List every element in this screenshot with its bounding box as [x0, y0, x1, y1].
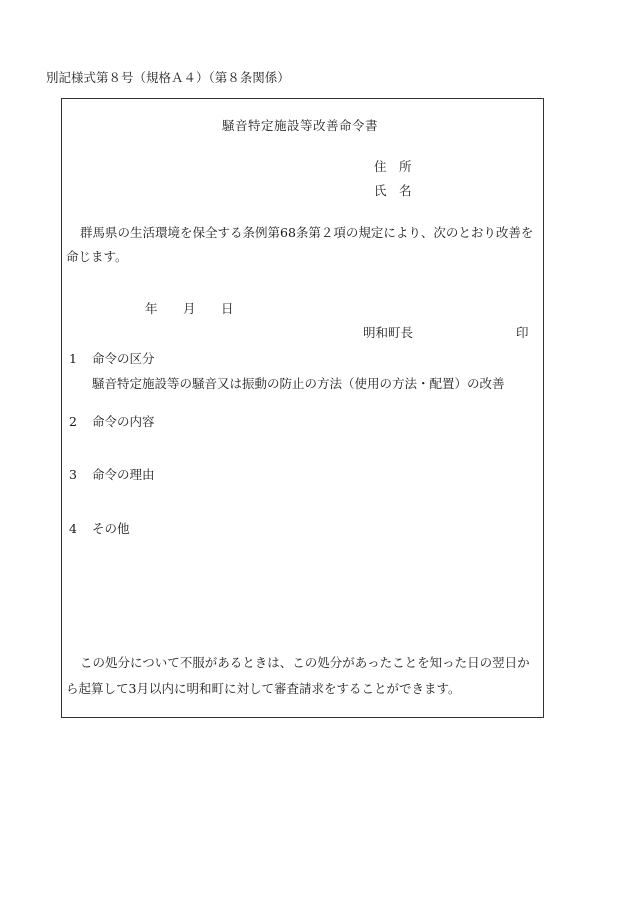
date-year-label: 年 [145, 301, 158, 316]
issuer-seal: 印 [516, 325, 529, 340]
name-label: 氏 名 [374, 183, 412, 198]
notice-line-2: ら起算して3月以内に明和町に対して審査請求をすることができます。 [66, 681, 461, 696]
item-1-content: 騒音特定施設等の騒音又は振動の防止の方法（使用の方法・配置）の改善 [92, 376, 505, 391]
form-frame [61, 98, 544, 718]
item-3-label: 命令の理由 [92, 467, 155, 482]
item-1-label: 命令の区分 [92, 351, 155, 366]
item-4-number: 4 [69, 521, 77, 536]
document-title: 騒音特定施設等改善命令書 [222, 118, 379, 133]
body-text-line-2: 命じます。 [66, 249, 128, 264]
address-label: 住 所 [374, 159, 412, 174]
item-2-number: 2 [69, 414, 77, 429]
item-4-label: その他 [92, 521, 130, 536]
item-3-number: 3 [69, 467, 77, 482]
item-2-label: 命令の内容 [92, 414, 155, 429]
issuer-name: 明和町長 [363, 325, 414, 340]
date-day-label: 日 [221, 301, 234, 316]
notice-line-1: この処分について不服があるときは、この処分があったことを知った日の翌日か [80, 655, 530, 670]
date-month-label: 月 [183, 301, 196, 316]
body-text-line-1: 群馬県の生活環境を保全する条例第68条第２項の規定により、次のとおり改善を [80, 225, 534, 240]
form-number: 別記様式第８号（規格Ａ４）（第８条関係） [46, 70, 290, 85]
item-1-number: 1 [69, 351, 77, 366]
